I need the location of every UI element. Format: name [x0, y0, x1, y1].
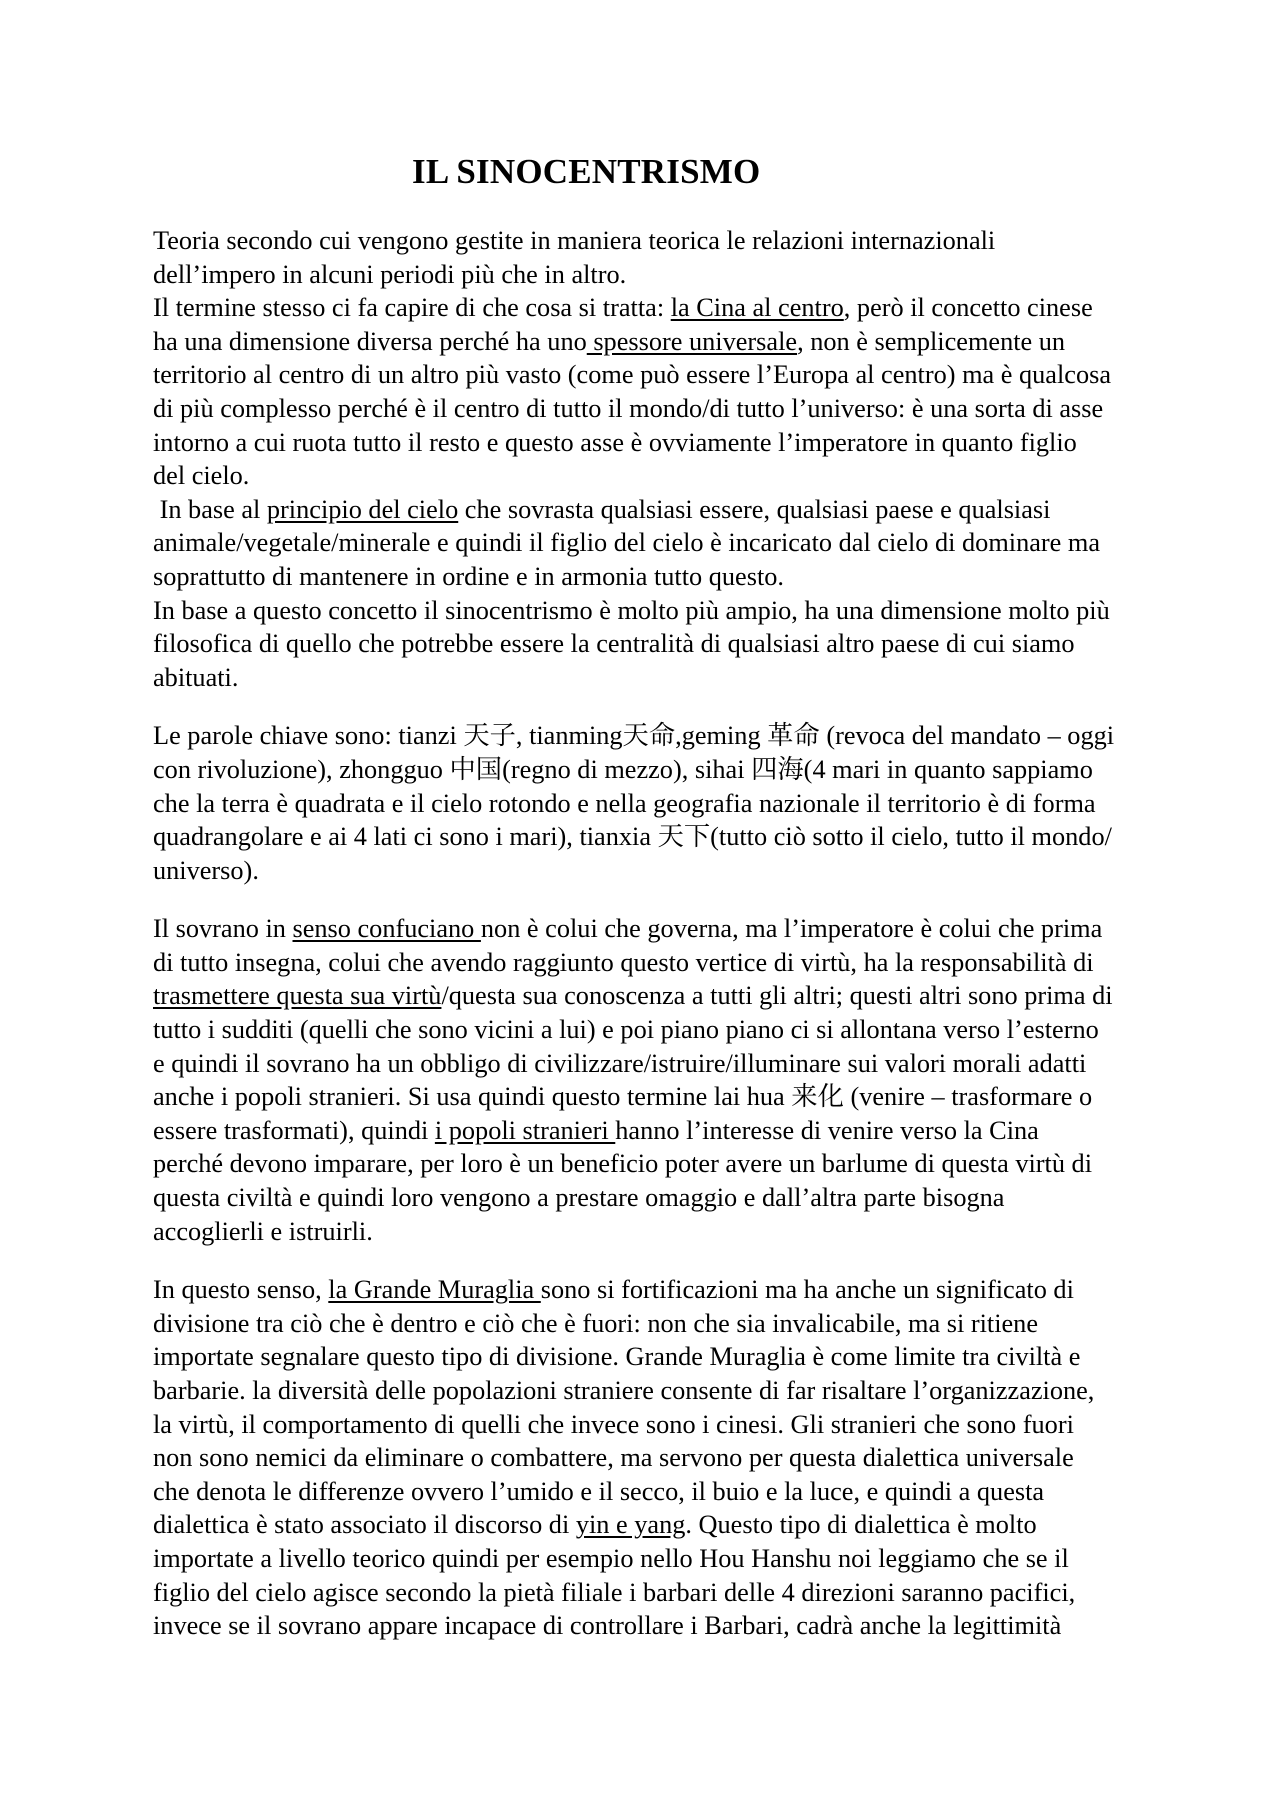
text-line — [153, 1047, 1263, 1081]
text-segment: , non è semplicemente un — [797, 326, 1066, 356]
text-segment: Il termine stesso ci fa capire di che cosa si tratta: — [153, 293, 671, 323]
text-line — [153, 979, 1263, 1013]
paragraph-gap — [153, 887, 1263, 912]
text-segment: non è colui che governa, ma l’imperatore è colui che prima — [480, 914, 1103, 944]
underlined-term: la Cina al centro — [670, 293, 844, 323]
text-segment: del cielo. — [153, 461, 250, 491]
underlined-term: senso confuciano — [292, 914, 481, 944]
paragraph — [153, 719, 1263, 887]
text-line — [153, 594, 1263, 628]
text-line — [153, 787, 1263, 821]
text-line — [153, 854, 1263, 888]
text-segment: soprattutto di mantenere in ordine e in armonia tutto questo. — [153, 561, 784, 591]
text-line — [153, 358, 1263, 392]
text-segment: universo). — [153, 855, 259, 885]
text-segment: barbarie. la diversità delle popolazioni straniere consente di far risaltare l’organizzazione, — [153, 1376, 1095, 1405]
text-segment: Teoria secondo cui vengono gestite in maniera teorica le relazioni internazionali — [153, 226, 996, 255]
text-line — [153, 1374, 1263, 1408]
text-line — [153, 1215, 1263, 1249]
text-segment: non sono nemici da eliminare o combattere, ma servono per questa dialettica universale — [153, 1443, 1074, 1473]
text-line — [153, 258, 1263, 292]
text-segment: territorio al centro di un altro più vasto (come può essere l’Europa al centro) ma è qualcosa — [153, 360, 1112, 390]
text-line — [153, 1181, 1263, 1215]
text-segment: Le parole chiave sono: tianzi 天子, tianming天命,geming 革命 (revoca del mandato – oggi — [153, 721, 1115, 751]
text-segment: . Questo tipo di dialettica è molto — [685, 1510, 1037, 1540]
text-segment: /questa sua conoscenza a tutti gli altri; questi altri sono prima di — [441, 981, 1113, 1011]
text-line — [153, 325, 1263, 359]
text-line — [153, 1441, 1263, 1475]
text-segment: invece se il sovrano appare incapace di controllare i Barbari, cadrà anche la legittimità — [153, 1611, 1062, 1641]
text-segment: anche i popoli stranieri. Si usa quindi questo termine lai hua 来化 (venire – trasformare o — [153, 1082, 1093, 1112]
text-line — [153, 392, 1263, 426]
text-segment: essere trasformati), quindi — [153, 1115, 435, 1145]
underlined-term: principio del cielo — [266, 494, 459, 524]
text-line — [153, 912, 1263, 946]
text-segment: intorno a cui ruota tutto il resto e questo asse è ovviamente l’imperatore in quanto figlio — [153, 427, 1077, 457]
text-segment: ha una dimensione diversa perché ha uno — [153, 326, 587, 356]
text-segment: che sovrasta qualsiasi essere, qualsiasi paese e qualsiasi — [458, 494, 1051, 524]
text-segment: questa civiltà e quindi loro vengono a prestare omaggio e dall’altra parte bisogna — [153, 1183, 1005, 1213]
underlined-term: trasmettere questa sua virtù — [153, 981, 442, 1011]
text-line — [153, 1576, 1263, 1610]
text-line — [153, 1013, 1263, 1047]
text-segment: filosofica di quello che potrebbe essere la centralità di qualsiasi altro paese di cui siamo — [153, 629, 1075, 659]
text-segment: sono si fortificazioni ma ha anche un significato di — [540, 1275, 1074, 1305]
text-segment: tutto i sudditi (quelli che sono vicini a lui) e poi piano piano ci si allontana verso l’esterno — [153, 1015, 1099, 1045]
text-line — [153, 719, 1263, 753]
text-line — [153, 1542, 1263, 1576]
text-segment: , però il concetto cinese — [843, 293, 1093, 323]
text-segment: hanno l’interesse di venire verso la Cina — [615, 1115, 1039, 1145]
paragraph — [153, 1273, 1263, 1643]
text-segment: In questo senso, — [153, 1275, 329, 1305]
text-line — [153, 560, 1263, 594]
text-line — [153, 820, 1263, 854]
paragraph — [153, 224, 1263, 694]
text-segment: divisione tra ciò che è dentro e ciò che è fuori: non che sia invalicabile, ma si ritiene — [153, 1308, 1038, 1338]
text-segment: abituati. — [153, 662, 239, 692]
text-segment: di più complesso perché è il centro di tutto il mondo/di tutto l’universo: è una sorta di asse — [153, 393, 1104, 423]
text-segment: dialettica è stato associato il discorso di — [153, 1510, 576, 1540]
underlined-term: spessore universale — [586, 326, 798, 356]
text-segment: Il sovrano in — [153, 914, 293, 944]
text-line — [153, 753, 1263, 787]
text-segment: In base a questo concetto il sinocentrismo è molto più ampio, ha una dimensione molto più — [153, 595, 1110, 625]
text-line — [153, 946, 1263, 980]
text-line — [153, 1147, 1263, 1181]
page-title: IL SINOCENTRISMO — [412, 152, 761, 191]
text-line — [153, 1508, 1263, 1542]
text-segment: importate segnalare questo tipo di divisione. Grande Muraglia è come limite tra civiltà e — [153, 1342, 1081, 1372]
text-segment: accoglierli e istruirli. — [153, 1216, 373, 1246]
paragraph-gap — [153, 1248, 1263, 1273]
text-segment: con rivoluzione), zhongguo 中国(regno di mezzo), sihai 四海(4 mari in quanto sappiamo — [153, 754, 1093, 784]
text-segment: quadrangolare e ai 4 lati ci sono i mari), tianxia 天下(tutto ciò sotto il cielo, tutto il mondo/ — [153, 822, 1112, 852]
text-line — [153, 459, 1263, 493]
document-body — [153, 224, 1263, 1643]
text-line — [153, 661, 1263, 695]
text-line — [153, 526, 1263, 560]
text-segment: dell’impero in alcuni periodi più che in altro. — [153, 259, 627, 289]
text-segment: che denota le differenze ovvero l’umido e il secco, il buio e la luce, e quindi a questa — [153, 1476, 1045, 1506]
text-segment: la virtù, il comportamento di quelli che invece sono i cinesi. Gli stranieri che sono fuori — [153, 1409, 1074, 1439]
text-line — [153, 627, 1263, 661]
text-segment: di tutto insegna, colui che avendo raggiunto questo vertice di virtù, ha la responsabilità di — [153, 947, 1094, 977]
underlined-term: la Grande Muraglia — [328, 1275, 541, 1305]
underlined-term: i popoli stranieri — [434, 1115, 616, 1145]
text-segment: importate a livello teorico quindi per esempio nello Hou Hanshu noi leggiamo che se il — [153, 1543, 1069, 1573]
text-line — [153, 426, 1263, 460]
paragraph — [153, 912, 1263, 1248]
text-segment: animale/vegetale/minerale e quindi il figlio del cielo è incaricato dal cielo di dominare ma — [153, 528, 1101, 558]
text-line — [153, 291, 1263, 325]
text-line — [153, 493, 1263, 527]
text-segment: che la terra è quadrata e il cielo rotondo e nella geografia nazionale il territorio è di forma — [153, 788, 1096, 818]
text-line — [153, 1609, 1263, 1643]
underlined-term: yin e yang — [575, 1510, 686, 1540]
text-line — [153, 1080, 1263, 1114]
text-line — [153, 1114, 1263, 1148]
text-line — [153, 1408, 1263, 1442]
text-line — [153, 224, 1263, 258]
text-segment: e quindi il sovrano ha un obbligo di civilizzare/istruire/illuminare sui valori morali adatti — [153, 1048, 1087, 1078]
paragraph-gap — [153, 694, 1263, 719]
text-line — [153, 1475, 1263, 1509]
text-segment: In base al — [153, 494, 267, 524]
text-line — [153, 1340, 1263, 1374]
text-segment: perché devono imparare, per loro è un beneficio poter avere un barlume di questa virtù di — [153, 1149, 1093, 1179]
text-line — [153, 1273, 1263, 1307]
text-line — [153, 1307, 1263, 1341]
text-segment: figlio del cielo agisce secondo la pietà filiale i barbari delle 4 direzioni saranno pacifici, — [153, 1577, 1076, 1607]
